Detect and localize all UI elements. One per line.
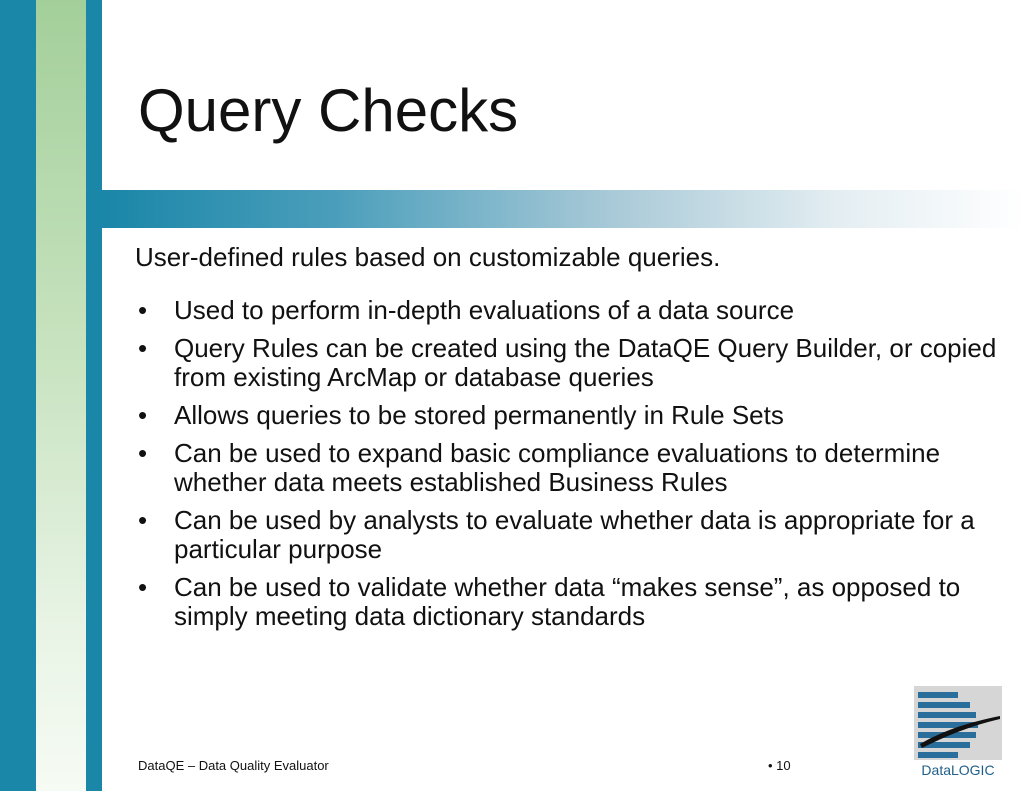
bullet-dot: • [138, 333, 148, 363]
slide-title: Query Checks [138, 77, 519, 144]
bullet-text: Can be used to validate whether data “makes sense”, as opposed to simply meeting data dictionary standards [174, 572, 961, 631]
left-green-stripe [36, 0, 86, 791]
left-teal-stripe [0, 0, 36, 791]
bullet-item [138, 401, 1008, 430]
bullet-text: Can be used to expand basic compliance evaluations to determine whether data meets established Business Rules [174, 438, 941, 497]
bullet-item [138, 573, 1008, 631]
bullet-text: Used to perform in-depth evaluations of a data source [174, 295, 795, 325]
bullet-dot: • [138, 400, 148, 430]
bullet-item [138, 296, 1008, 325]
bullet-text: Allows queries to be stored permanently in Rule Sets [174, 400, 784, 430]
title-gradient-band [102, 190, 1024, 228]
bullet-dot: • [138, 438, 148, 468]
bullet-dot: • [138, 505, 148, 535]
footer-text: DataQE – Data Quality Evaluator [138, 758, 329, 773]
bullet-list [138, 296, 1008, 640]
bullet-text: Query Rules can be created using the DataQE Query Builder, or copied from existing ArcMap or database queries [174, 333, 997, 392]
bullet-text: Can be used by analysts to evaluate whether data is appropriate for a particular purpose [174, 505, 975, 564]
bullet-item [138, 334, 1008, 392]
page-number: • 10 [768, 758, 791, 773]
bullet-dot: • [138, 572, 148, 602]
bullet-dot: • [138, 295, 148, 325]
logo-wordmark: DataLOGIC [921, 762, 995, 778]
intro-text: User-defined rules based on customizable queries. [135, 242, 721, 272]
bullet-item [138, 506, 1008, 564]
bullet-item [138, 439, 1008, 497]
inner-teal-stripe [86, 0, 102, 791]
